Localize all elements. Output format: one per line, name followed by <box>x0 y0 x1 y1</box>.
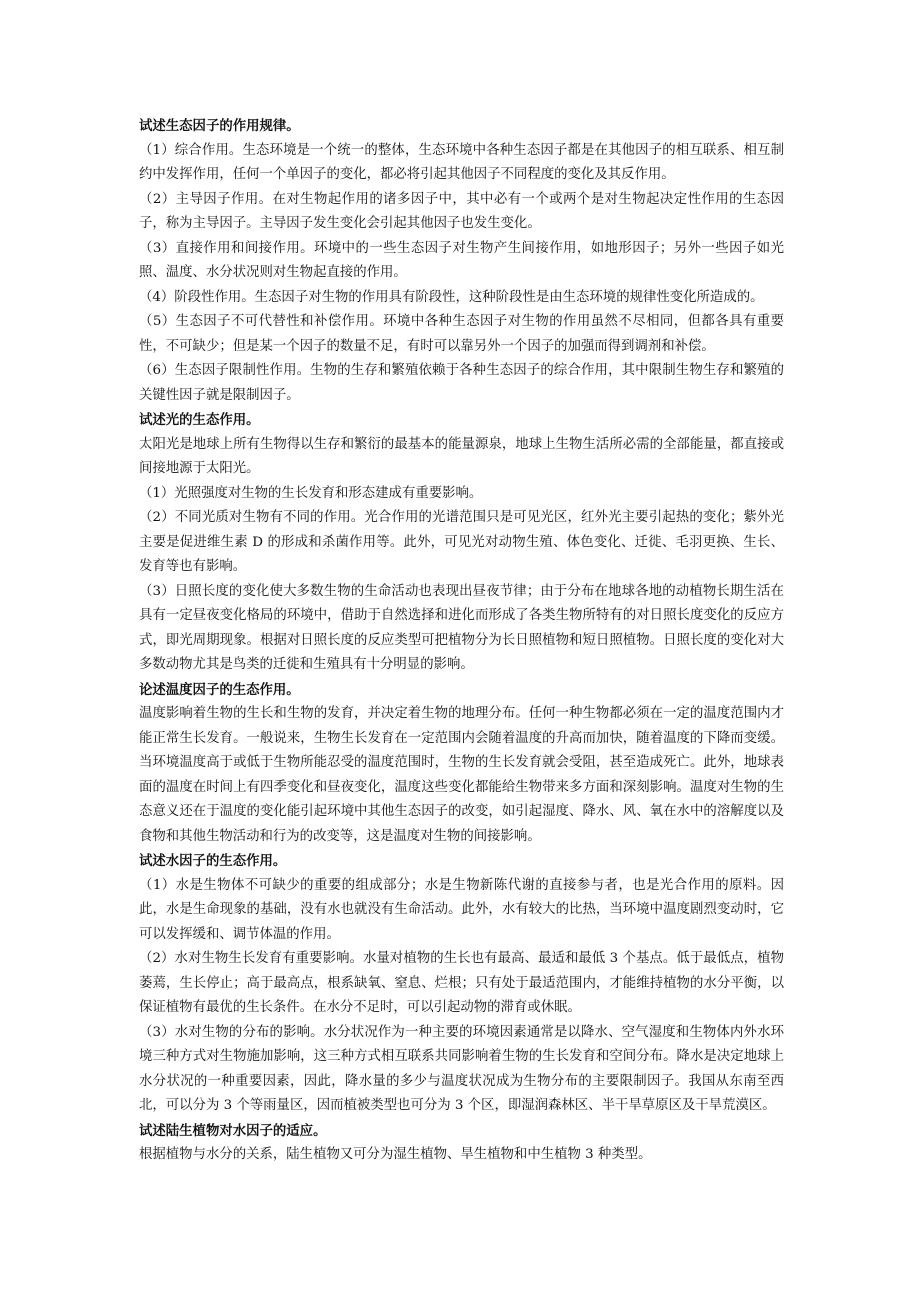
paragraph: （1）综合作用。生态环境是一个统一的整体，生态环境中各种生态因子都是在其他因子的相互联系、相互制约中发挥作用，任何一个单因子的变化，都必将引起其他因子不同程度的变化及其反作用。 <box>139 142 784 182</box>
section-water-ecology <box>139 849 784 1119</box>
section-heading: 试述光的生态作用。 <box>139 412 260 428</box>
paragraph: （3）日照长度的变化使大多数生物的生命活动也表现出昼夜节律；由于分布在地球各地的动植物长期生活在具有一定昼夜变化格局的环境中，借助于自然选择和进化而形成了各类生物所特有的对日照长度变化的反应方式，即光周期现象。根据对日照长度的反应类型可把植物分为长日照植物和短日照植物。日照长度的变化对大多数动物尤其是鸟类的迁徙和生殖具有十分明显的影响。 <box>139 583 784 672</box>
paragraph: （2）水对生物生长发育有重要影响。水量对植物的生长也有最高、最适和最低 3 个基点。低于最低点，植物萎蔫，生长停止；高于最高点，根系缺氧、窒息、烂根；只有处于最适范围内，才能维持植物的水分平衡，以保证植物有最优的生长条件。在水分不足时，可以引起动物的滞育或休眠。 <box>139 951 784 1015</box>
paragraph: （3）水对生物的分布的影响。水分状况作为一种主要的环境因素通常是以降水、空气湿度和生物体内外水环境三种方式对生物施加影响，这三种方式相互联系共同影响着生物的生长发育和空间分布。降水是决定地球上水分状况的一种重要因素，因此，降水量的多少与温度状况成为生物分布的主要限制因子。我国从东南至西北，可以分为 3 个等雨量区，因而植被类型也可分为 3 个区，即湿润森林区、半干旱草原区及干旱荒漠区。 <box>139 1024 784 1113</box>
section-land-plant-water-adaptation <box>139 1119 784 1168</box>
paragraph: （2）不同光质对生物有不同的作用。光合作用的光谱范围只是可见光区，红外光主要引起热的变化；紫外光主要是促进维生素 D 的形成和杀菌作用等。此外，可见光对动物生殖、体色变化、迁徙、毛羽更换、生长、发育等也有影响。 <box>139 510 784 574</box>
paragraph: （6）生态因子限制性作用。生物的生存和繁殖依赖于各种生态因子的综合作用，其中限制生物生存和繁殖的关键性因子就是限制因子。 <box>139 363 784 403</box>
section-heading: 试述生态因子的作用规律。 <box>139 118 300 134</box>
paragraph: 温度影响着生物的生长和生物的发育，并决定着生物的地理分布。任何一种生物都必须在一定的温度范围内才能正常生长发育。一般说来，生物生长发育在一定范围内会随着温度的升高而加快，随着温度的下降而变缓。当环境温度高于或低于生物所能忍受的温度范围时，生物的生长发育就会受阻，甚至造成死亡。此外，地球表面的温度在时间上有四季变化和昼夜变化，温度这些变化都能给生物带来多方面和深刻影响。温度对生物的生态意义还在于温度的变化能引起环境中其他生态因子的改变，如引起湿度、降水、风、氧在水中的溶解度以及食物和其他生物活动和行为的改变等，这是温度对生物的间接影响。 <box>139 706 784 844</box>
section-heading: 试述陆生植物对水因子的适应。 <box>139 1122 327 1139</box>
document-page <box>139 114 784 1168</box>
paragraph: （1）光照强度对生物的生长发育和形态建成有重要影响。 <box>139 485 483 501</box>
section-temperature-ecology <box>139 678 784 850</box>
paragraph: （5）生态因子不可代替性和补偿作用。环境中各种生态因子对生物的作用虽然不尽相同，但都各具有重要性，不可缺少；但是某一个因子的数量不足，有时可以靠另外一个因子的加强而得到调剂和补偿。 <box>139 314 784 354</box>
paragraph: （1）水是生物体不可缺少的重要的组成部分；水是生物新陈代谢的直接参与者，也是光合作用的原料。因此，水是生命现象的基础，没有水也就没有生命活动。此外，水有较大的比热，当环境中温度剧烈变动时，它可以发挥缓和、调节体温的作用。 <box>139 877 784 942</box>
paragraph: （3）直接作用和间接作用。环境中的一些生态因子对生物产生间接作用，如地形因子；另外一些因子如光照、温度、水分状况则对生物起直接的作用。 <box>139 240 784 280</box>
paragraph: 太阳光是地球上所有生物得以生存和繁衍的最基本的能量源泉，地球上生物生活所必需的全部能量，都直接或间接地源于太阳光。 <box>139 436 784 476</box>
section-light-ecology <box>139 408 784 678</box>
paragraph: （2）主导因子作用。在对生物起作用的诸多因子中，其中必有一个或两个是对生物起决定性作用的生态因子，称为主导因子。主导因子发生变化会引起其他因子也发生变化。 <box>139 191 784 231</box>
section-heading: 论述温度因子的生态作用。 <box>139 681 300 698</box>
section-ecological-factor-rules <box>139 114 784 408</box>
paragraph: 根据植物与水分的关系，陆生植物又可分为湿生植物、旱生植物和中生植物 3 种类型。 <box>139 1147 652 1162</box>
section-heading: 试述水因子的生态作用。 <box>139 853 287 869</box>
paragraph: （4）阶段性作用。生态因子对生物的作用具有阶段性，这种阶段性是由生态环境的规律性变化所造成的。 <box>139 289 764 305</box>
